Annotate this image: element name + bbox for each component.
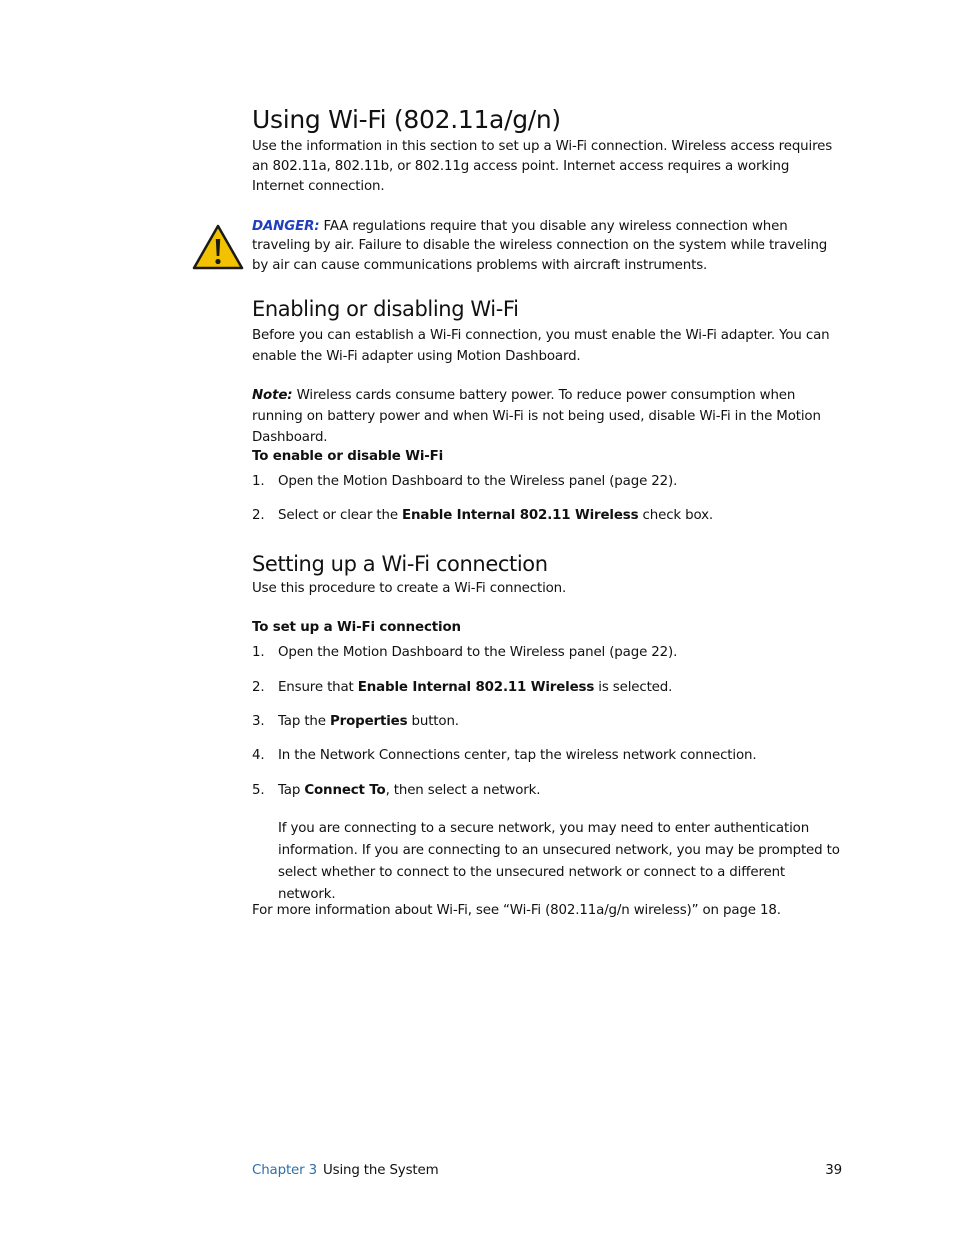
page-number: 39 bbox=[825, 1163, 842, 1178]
page-title: Using Wi-Fi (802.11a/g/n) bbox=[252, 105, 561, 134]
heading-setup-wifi: Setting up a Wi-Fi connection bbox=[252, 552, 548, 576]
danger-text: FAA regulations require that you disable any wireless connection when traveling by air. Failure to disable the wireless connection on the system while traveling by air can cause communications problems with aircraft instruments. bbox=[252, 219, 828, 273]
more-info-paragraph: For more information about Wi-Fi, see “Wi-Fi (802.11a/g/n wireless)” on page 18. bbox=[252, 903, 781, 918]
page-footer bbox=[252, 1161, 844, 1181]
step-text: Open the Motion Dashboard to the Wireless panel (page 22). bbox=[278, 474, 678, 489]
step-number: 1. bbox=[252, 474, 265, 489]
procedure-title-enable: To enable or disable Wi-Fi bbox=[252, 449, 444, 464]
step-text: Select or clear the Enable Internal 802.11 Wireless check box. bbox=[278, 508, 713, 523]
step-text: Tap Connect To, then select a network. bbox=[278, 783, 541, 798]
ui-option-label: Properties bbox=[329, 714, 408, 729]
step-text: Tap the Properties button. bbox=[278, 714, 459, 729]
setup-intro: Use this procedure to create a Wi-Fi connection. bbox=[252, 581, 567, 596]
section-intro: Use the information in this section to set up a Wi-Fi connection. Wireless access requires an 802.11a, 802.11b, or 802.11g access point. Internet access requires a working Internet connection. bbox=[252, 139, 833, 194]
step-number: 1. bbox=[252, 645, 265, 660]
step-text: Ensure that Enable Internal 802.11 Wireless is selected. bbox=[278, 680, 673, 695]
step-number: 2. bbox=[252, 508, 265, 523]
danger-label: DANGER: bbox=[252, 219, 320, 234]
note-text: Wireless cards consume battery power. To reduce power consumption when running on battery power and when Wi-Fi is not being used, disable Wi-Fi in the Motion Dashboard. bbox=[252, 388, 821, 445]
danger-notice bbox=[252, 217, 844, 275]
step-text: In the Network Connections center, tap the wireless network connection. bbox=[278, 748, 757, 763]
step-number: 5. bbox=[252, 783, 265, 798]
step-text: Open the Motion Dashboard to the Wireless panel (page 22). bbox=[278, 645, 678, 660]
enabling-intro: Before you can establish a Wi-Fi connection, you must enable the Wi-Fi adapter. You can enable the Wi-Fi adapter using Motion Dashboard. bbox=[252, 328, 830, 364]
ui-option-label: Connect To bbox=[304, 783, 386, 798]
step-number: 3. bbox=[252, 714, 265, 729]
heading-enabling-wifi: Enabling or disabling Wi-Fi bbox=[252, 297, 519, 321]
procedure-title-setup: To set up a Wi-Fi connection bbox=[252, 620, 461, 635]
step-number: 2. bbox=[252, 680, 265, 695]
step-number: 4. bbox=[252, 748, 265, 763]
ui-option-label: Enable Internal 802.11 Wireless bbox=[402, 508, 639, 523]
ui-option-label: Enable Internal 802.11 Wireless bbox=[357, 680, 595, 695]
footer-chapter-link[interactable]: Chapter 3 bbox=[252, 1163, 317, 1178]
footer-section-title: Using the System bbox=[322, 1163, 439, 1178]
step-5-detail: If you are connecting to a secure network, you may need to enter authentication information. If you are connecting to an unsecured network, you may be prompted to select whether to connect to the unsecured network or connect to a different network. bbox=[278, 821, 840, 902]
battery-note bbox=[252, 385, 844, 448]
warning-triangle-icon bbox=[191, 223, 245, 271]
note-label: Note: bbox=[252, 388, 293, 403]
